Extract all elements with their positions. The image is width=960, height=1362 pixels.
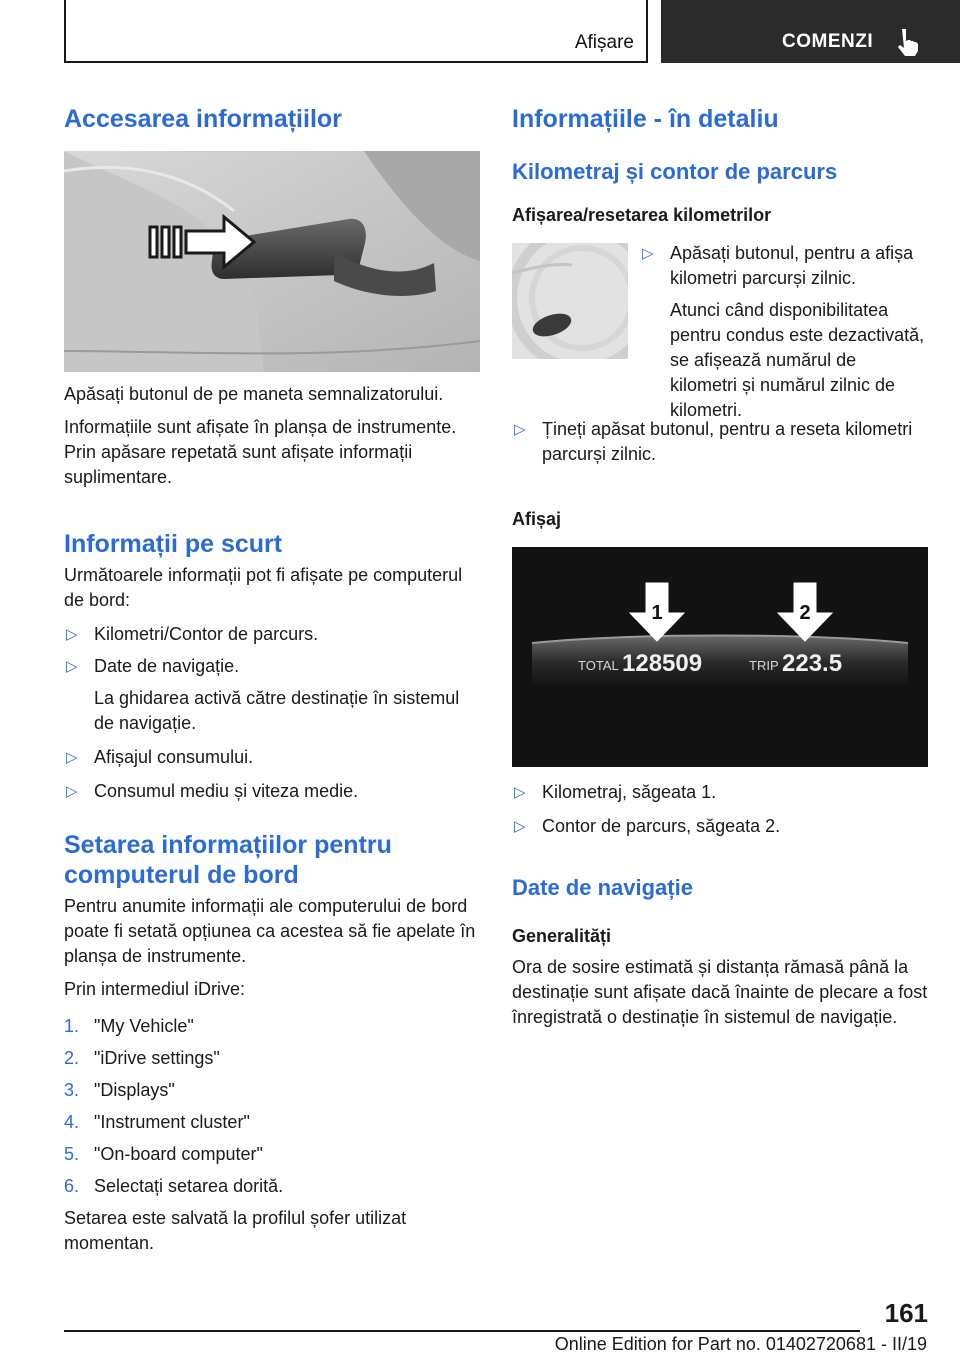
left-column xyxy=(64,100,480,1256)
reset-block xyxy=(512,241,928,420)
section-title-line: computerul de bord xyxy=(64,861,299,889)
triangle-bullet-icon: ▷ xyxy=(66,658,78,675)
paragraph-setting-saved: Setarea este salvată la profilul șofer utilizat momentan. xyxy=(64,1208,407,1253)
paragraph-eta: Ora de sosire estimată și distanța rămasă până la destinație sunt afișate dacă înainte de plecare a fost înregistrată o destinație în sistemul de navigație. xyxy=(512,957,928,1027)
paragraph-set-option: Pentru anumite informații ale computerului de bord poate fi setată opțiunea ca acestea să fie apelate în planșa de instrumente. xyxy=(64,896,476,966)
paragraph-following-info: Următoarele informații pot fi afișate pe computerul de bord: xyxy=(64,565,463,610)
page-number: 161 xyxy=(884,1298,928,1328)
paragraph-via-idrive: Prin intermediul iDrive: xyxy=(64,979,246,999)
list-item-subtext-text: La ghidarea activă către destinație în sistemul de navigație. xyxy=(94,688,460,733)
triangle-bullet-icon: ▷ xyxy=(514,818,526,835)
trip-value: 223.5 xyxy=(782,650,843,677)
list-item-text: Date de navigație. xyxy=(94,656,240,676)
list-item xyxy=(640,241,928,291)
list-item xyxy=(64,622,480,647)
list-item-text: Kilometraj, săgeata 1. xyxy=(542,782,717,802)
trip-reset-button-figure xyxy=(512,243,628,359)
paragraph-info-shown: Informațiile sunt afișate în planșa de instrumente. Prin apăsare repetată sunt afișate informații suplimentare. xyxy=(64,417,457,487)
list-item-text: Afișajul consumului. xyxy=(94,747,254,767)
step-text: "On-board computer" xyxy=(94,1144,263,1164)
chapter-tab[interactable] xyxy=(661,0,960,63)
list-item-text: Consumul mediu și viteza medie. xyxy=(94,781,359,801)
arrow-2-label: 2 xyxy=(799,602,811,624)
paragraph-press-button: Apăsați butonul de pe maneta semnalizatorului. xyxy=(64,384,444,404)
step-item xyxy=(64,1174,480,1199)
list-item-text: Contor de parcurs, săgeata 2. xyxy=(542,816,781,836)
instrument-display-figure xyxy=(512,547,928,767)
reset-bullets xyxy=(640,241,928,423)
arrow-1-label: 1 xyxy=(651,602,663,624)
heading-display-reset: Afișarea/resetarea kilometrilor xyxy=(512,205,772,225)
chapter-tab-label: COMENZI xyxy=(782,31,874,52)
trip-label: TRIP xyxy=(749,658,779,673)
step-number: 3. xyxy=(64,1080,80,1100)
list-item-subtext-text: Atunci când disponibilitatea pentru condus este dezactivată, se afișează numărul de kilometri și numărul zilnic de kilometri. xyxy=(670,300,925,420)
triangle-bullet-icon: ▷ xyxy=(514,421,526,438)
step-number: 4. xyxy=(64,1112,80,1132)
section-title-line: Setarea informațiilor pentru xyxy=(64,831,392,859)
total-label: TOTAL xyxy=(578,658,619,673)
step-text: Selectați setarea dorită. xyxy=(94,1176,284,1196)
list-item xyxy=(512,417,928,467)
step-item xyxy=(64,1078,480,1103)
step-item xyxy=(64,1046,480,1071)
step-text: "Instrument cluster" xyxy=(94,1112,250,1132)
list-item xyxy=(64,745,480,770)
edition-text: Online Edition for Part no. 01402720681 - II/19 xyxy=(554,1334,927,1354)
subsection-title-odometer: Kilometraj și contor de parcurs xyxy=(512,159,838,184)
section-tab-label: Afișare xyxy=(574,32,634,53)
section-title-info-short: Informații pe scurt xyxy=(64,530,283,558)
list-item-text: Kilometri/Contor de parcurs. xyxy=(94,624,319,644)
list-item-text: Țineți apăsat butonul, pentru a reseta kilometri parcurși zilnic. xyxy=(542,419,913,464)
trip-reset-button-illustration xyxy=(512,243,628,359)
right-column xyxy=(512,100,928,1030)
step-number: 2. xyxy=(64,1048,80,1068)
hand-pointer-icon xyxy=(894,27,920,57)
triangle-bullet-icon: ▷ xyxy=(66,783,78,800)
step-item xyxy=(64,1110,480,1135)
steps-list xyxy=(64,1014,480,1199)
step-number: 6. xyxy=(64,1176,80,1196)
step-number: 5. xyxy=(64,1144,80,1164)
section-title-set-info xyxy=(64,830,480,890)
heading-display: Afișaj xyxy=(512,509,562,529)
step-item xyxy=(64,1014,480,1039)
step-text: "Displays" xyxy=(94,1080,175,1100)
step-text: "iDrive settings" xyxy=(94,1048,220,1068)
footer-divider xyxy=(64,1330,860,1332)
triangle-bullet-icon: ▷ xyxy=(642,245,654,262)
list-item-subtext xyxy=(64,686,480,736)
triangle-bullet-icon: ▷ xyxy=(66,626,78,643)
section-title-accessing-info: Accesarea informațiilor xyxy=(64,105,342,133)
list-item xyxy=(64,654,480,679)
turn-signal-stalk-illustration xyxy=(64,151,480,372)
list-item xyxy=(512,814,928,839)
list-item xyxy=(64,779,480,804)
turn-signal-stalk-figure xyxy=(64,151,480,372)
list-item-text: Apăsați butonul, pentru a afișa kilometri parcurși zilnic. xyxy=(670,243,914,288)
list-item xyxy=(512,780,928,805)
triangle-bullet-icon: ▷ xyxy=(66,749,78,766)
section-tab[interactable] xyxy=(64,0,648,63)
list-item-subtext xyxy=(640,298,928,423)
section-title-details: Informațiile - în detaliu xyxy=(512,105,779,133)
step-number: 1. xyxy=(64,1016,80,1036)
step-item xyxy=(64,1142,480,1167)
total-value: 128509 xyxy=(622,650,703,677)
step-text: "My Vehicle" xyxy=(94,1016,194,1036)
subsection-title-nav-data: Date de navigație xyxy=(512,875,693,900)
heading-general: Generalități xyxy=(512,926,612,946)
triangle-bullet-icon: ▷ xyxy=(514,784,526,801)
instrument-display-illustration xyxy=(512,547,928,767)
